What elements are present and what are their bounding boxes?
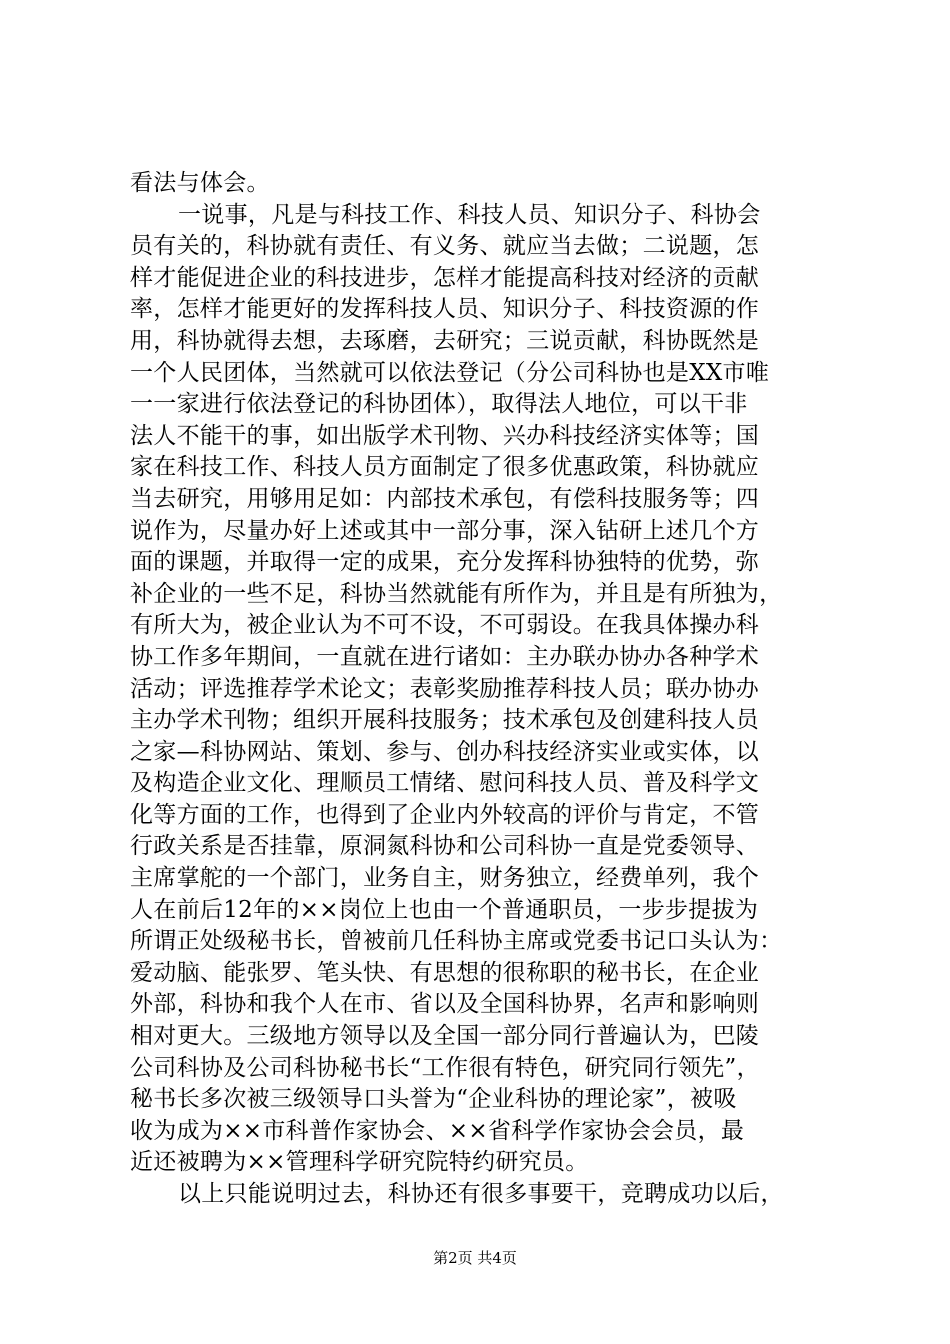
text-line: 一一家进行依法登记的科协团体），取得法人地位，可以干非	[130, 391, 748, 418]
text-line: 协工作多年期间，一直就在进行诸如：主办联办协办各种学术	[130, 643, 760, 670]
text-line: 近还被聘为××管理科学研究院特约研究员。	[130, 1149, 589, 1176]
page-number: 第2页 共4页	[433, 1249, 517, 1267]
body-text	[130, 168, 830, 1211]
text-line: 补企业的一些不足，科协当然就能有所作为，并且是有所独为，	[130, 580, 783, 607]
text-line: 之家—科协网站、策划、参与、创办科技经济实业或实体，以	[130, 738, 760, 765]
text-line: 用，科协就得去想，去琢磨，去研究；三说贡献，科协既然是	[130, 327, 760, 354]
text-line: 及构造企业文化、理顺员工情绪、慰问科技人员、普及科学文	[130, 770, 760, 797]
text-line: 爱动脑、能张罗、笔头快、有思想的很称职的秘书长，在企业	[130, 959, 760, 986]
text-line: 家在科技工作、科技人员方面制定了很多优惠政策，科协就应	[130, 454, 760, 481]
text-line: 秘书长多次被三级领导口头誉为“企业科协的理论家”，被吸	[130, 1086, 737, 1113]
paragraph-start-line: 一说事，凡是与科技工作、科技人员、知识分子、科协会	[178, 201, 761, 228]
text-line: 所谓正处级秘书长，曾被前几任科协主席或党委书记口头认为：	[130, 928, 783, 955]
text-line: 主席掌舵的一个部门，业务自主，财务独立，经费单列，我个	[130, 865, 760, 892]
text-line: 当去研究，用够用足如：内部技术承包，有偿科技服务等；四	[130, 485, 760, 512]
text-line: 率，怎样才能更好的发挥科技人员、知识分子、科技资源的作	[130, 296, 760, 323]
text-line: 看法与体会。	[130, 170, 270, 196]
text-line: 一个人民团体，当然就可以依法登记（分公司科协也是XX市唯	[130, 359, 770, 386]
text-line: 外部，科协和我个人在市、省以及全国科协界，名声和影响则	[130, 991, 760, 1018]
text-line: 样才能促进企业的科技进步，怎样才能提高科技对经济的贡献	[130, 264, 760, 291]
text-line: 活动；评选推荐学术论文；表彰奖励推荐科技人员；联办协办	[130, 675, 760, 702]
text-line: 说作为，尽量办好上述或其中一部分事，深入钻研上述几个方	[130, 517, 760, 544]
text-line: 化等方面的工作，也得到了企业内外较高的评价与肯定，不管	[130, 801, 760, 828]
text-line: 人在前后12年的××岗位上也由一个普通职员，一步步提拔为	[130, 896, 759, 923]
text-line: 法人不能干的事，如出版学术刊物、兴办科技经济实体等；国	[130, 422, 760, 449]
text-line: 面的课题，并取得一定的成果，充分发挥科协独特的优势，弥	[130, 549, 760, 576]
paragraph-start-line: 以上只能说明过去，科协还有很多事要干，竞聘成功以后，	[178, 1181, 784, 1207]
text-line: 员有关的，科协就有责任、有义务、就应当去做；二说题，怎	[130, 233, 760, 260]
text-line: 收为成为××市科普作家协会、××省科学作家协会会员，最	[130, 1117, 745, 1144]
text-line: 行政关系是否挂靠，原洞氮科协和公司科协一直是党委领导、	[130, 833, 760, 860]
text-line: 有所大为，被企业认为不可不设，不可弱设。在我具体操办科	[130, 612, 760, 639]
text-line: 公司科协及公司科协秘书长“工作很有特色，研究同行领先”，	[130, 1054, 760, 1081]
text-line: 相对更大。三级地方领导以及全国一部分同行普遍认为，巴陵	[130, 1023, 760, 1050]
text-line: 主办学术刊物；组织开展科技服务；技术承包及创建科技人员	[130, 707, 760, 734]
page-footer	[0, 1248, 950, 1268]
